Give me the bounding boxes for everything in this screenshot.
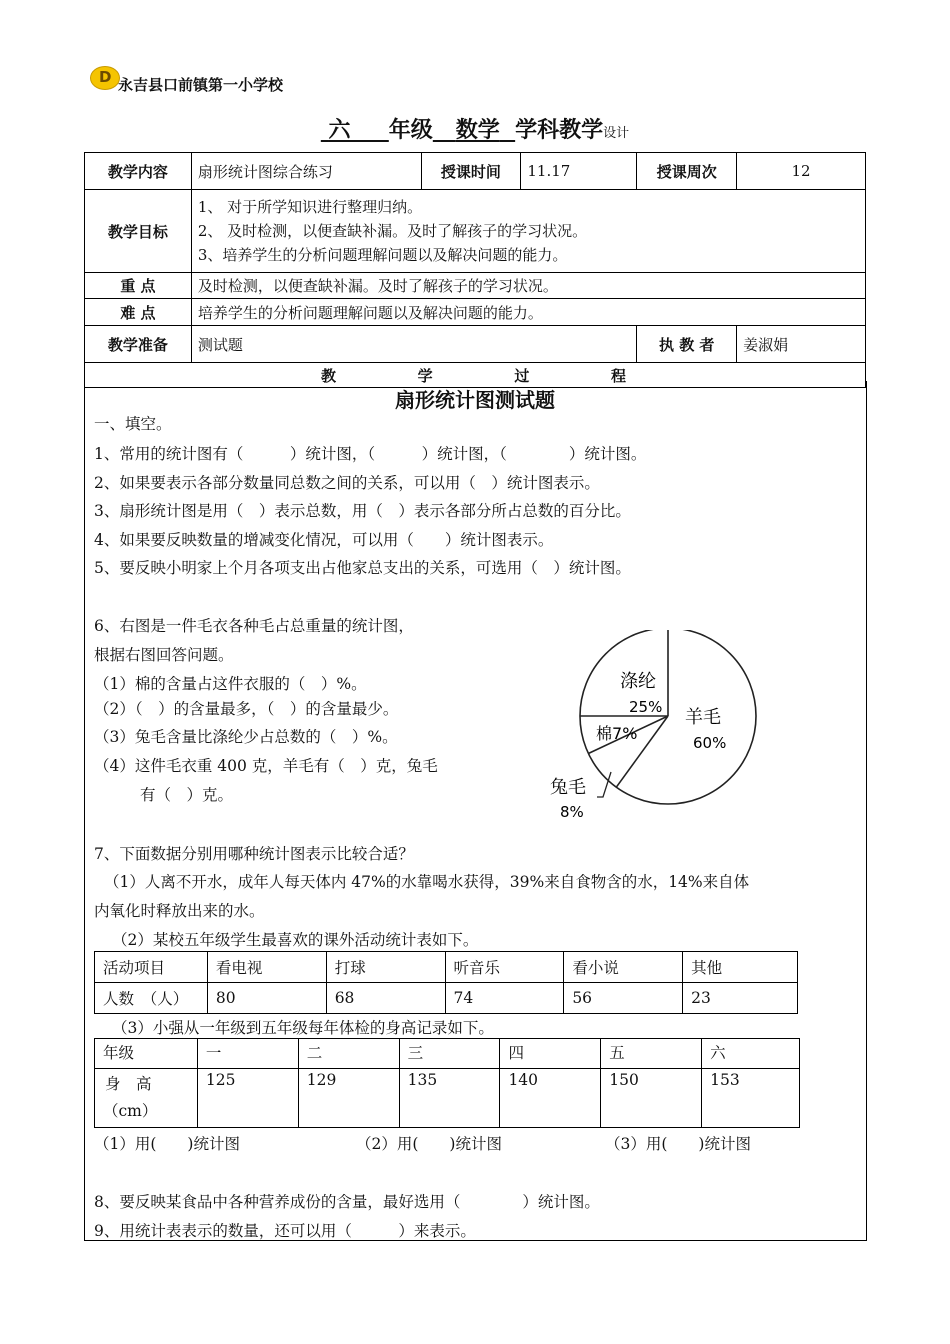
question-7-1: （1）人离不开水，成年人每天体内 47%的水靠喝水获得，39%来自食物含的水，14%来自体 [104, 873, 750, 891]
question-6-4: （4）这件毛衣重 400 克，羊毛有（ ）克，兔毛 [94, 757, 438, 775]
question-1: 1、常用的统计图有（ ）统计图，（ ）统计图，（ ）统计图。 [94, 445, 647, 463]
question-7: 7、下面数据分别用哪种统计图表示比较合适？ [94, 845, 414, 863]
answer-7-2: （2）用( )统计图 [356, 1135, 502, 1153]
question-8: 8、要反映某食品中各种营养成份的含量，最好选用（ ）统计图。 [94, 1193, 600, 1211]
wool-pie-chart [540, 630, 770, 830]
table-cell: 活动项目 [95, 952, 208, 983]
table-cell: 看电视 [207, 952, 326, 983]
table-cell: 打球 [326, 952, 445, 983]
table-cell: 125 [197, 1069, 298, 1128]
content-value: 扇形统计图综合练习 [191, 153, 421, 190]
key-value: 及时检测，以便查缺补漏。及时了解孩子的学习状况。 [191, 273, 865, 299]
school-logo-icon: D [90, 66, 120, 90]
question-6-2: （2）（ ）的含量最多，（ ）的含量最少。 [94, 700, 399, 718]
table-row [95, 952, 798, 983]
time-value: 11.17 [521, 153, 637, 190]
height-table [94, 1038, 800, 1128]
question-7-3: （3）小强从一年级到五年级每年体检的身高记录如下。 [112, 1019, 494, 1037]
question-7-1-cont: 内氧化时释放出来的水。 [94, 902, 265, 920]
question-5: 5、要反映小明家上个月各项支出占他家总支出的关系，可选用（ ）统计图。 [94, 559, 631, 577]
pie-value-wool: 60% [693, 734, 727, 752]
pie-label-cotton: 棉7% [596, 724, 638, 743]
section-heading: 一、填空。 [94, 415, 172, 433]
table-cell: 129 [298, 1069, 399, 1128]
answer-7-3: （3）用( )统计图 [605, 1135, 751, 1153]
time-label: 授课时间 [421, 153, 521, 190]
subject-blank: 数学 [455, 118, 500, 143]
question-4: 4、如果要反映数量的增减变化情况，可以用（ ）统计图表示。 [94, 531, 554, 549]
table-cell: 看小说 [564, 952, 683, 983]
pie-value-polyester: 25% [629, 698, 663, 716]
difficulty-value: 培养学生的分析问题理解问题以及解决问题的能力。 [191, 299, 865, 326]
table-cell: 23 [683, 983, 798, 1014]
teacher-label: 执 教 者 [637, 326, 737, 363]
question-6-1: （1）棉的含量占这件衣服的（ ）%。 [94, 675, 367, 693]
week-value: 12 [737, 153, 866, 190]
table-row [95, 983, 798, 1014]
table-cell: 六 [702, 1039, 800, 1069]
goals-label: 教学目标 [85, 190, 192, 273]
table-row [95, 1069, 800, 1128]
goal-item: 3、培养学生的分析问题理解问题以及解决问题的能力。 [197, 246, 568, 264]
table-cell: 身 高 （cm） [95, 1069, 198, 1128]
school-name: 永吉县口前镇第一小学校 [118, 76, 284, 94]
table-cell: 80 [207, 983, 326, 1014]
question-9: 9、用统计表表示的数量，还可以用（ ）来表示。 [94, 1222, 476, 1240]
process-heading: 教 学 过 程 [85, 363, 866, 388]
activity-table [94, 951, 798, 1014]
pie-label-wool: 羊毛 [685, 707, 721, 728]
test-title: 扇形统计图测试题 [395, 388, 555, 412]
key-label: 重 点 [85, 273, 192, 299]
goal-item: 2、 及时检测，以便查缺补漏。及时了解孩子的学习状况。 [197, 222, 588, 240]
pie-label-rabbit: 兔毛 [550, 777, 586, 798]
table-cell: 153 [702, 1069, 800, 1128]
table-cell: 135 [399, 1069, 500, 1128]
table-cell: 一 [197, 1039, 298, 1069]
content-label: 教学内容 [85, 153, 192, 190]
goal-item: 1、 对于所学知识进行整理归纳。 [197, 198, 423, 216]
question-6-4-cont: 有（ ）克。 [140, 786, 234, 804]
table-cell: 74 [445, 983, 564, 1014]
table-cell: 其他 [683, 952, 798, 983]
week-label: 授课周次 [637, 153, 737, 190]
teacher-value: 姜淑娟 [737, 326, 866, 363]
page-title: 六 年级 数学 学科教学设计 [0, 113, 950, 144]
table-row [95, 1039, 800, 1069]
question-3: 3、扇形统计图是用（ ）表示总数，用（ ）表示各部分所占总数的百分比。 [94, 502, 631, 520]
table-cell: 五 [601, 1039, 702, 1069]
question-6: 6、右图是一件毛衣各种毛占总重量的统计图， [94, 617, 414, 635]
question-2: 2、如果要表示各部分数量同总数之间的关系，可以用（ ）统计图表示。 [94, 474, 600, 492]
pie-label-polyester: 涤纶 [620, 671, 656, 692]
grade-blank: 六 [328, 118, 351, 143]
question-6-instruction: 根据右图回答问题。 [94, 646, 234, 664]
table-cell: 二 [298, 1039, 399, 1069]
question-6-3: （3）兔毛含量比涤纶少占总数的（ ）%。 [94, 728, 398, 746]
question-7-2: （2）某校五年级学生最喜欢的课外活动统计表如下。 [112, 931, 479, 949]
difficulty-label: 难 点 [85, 299, 192, 326]
lesson-info-table [84, 152, 866, 388]
table-cell: 年级 [95, 1039, 198, 1069]
table-cell: 56 [564, 983, 683, 1014]
prep-value: 测试题 [191, 326, 636, 363]
goals-list [191, 190, 865, 273]
table-cell: 人数 （人） [95, 983, 208, 1014]
table-cell: 四 [500, 1039, 601, 1069]
prep-label: 教学准备 [85, 326, 192, 363]
table-cell: 听音乐 [445, 952, 564, 983]
table-cell: 三 [399, 1039, 500, 1069]
table-cell: 140 [500, 1069, 601, 1128]
pie-value-rabbit: 8% [560, 803, 584, 821]
table-cell: 68 [326, 983, 445, 1014]
table-cell: 150 [601, 1069, 702, 1128]
answer-7-1: （1）用( )统计图 [94, 1135, 240, 1153]
